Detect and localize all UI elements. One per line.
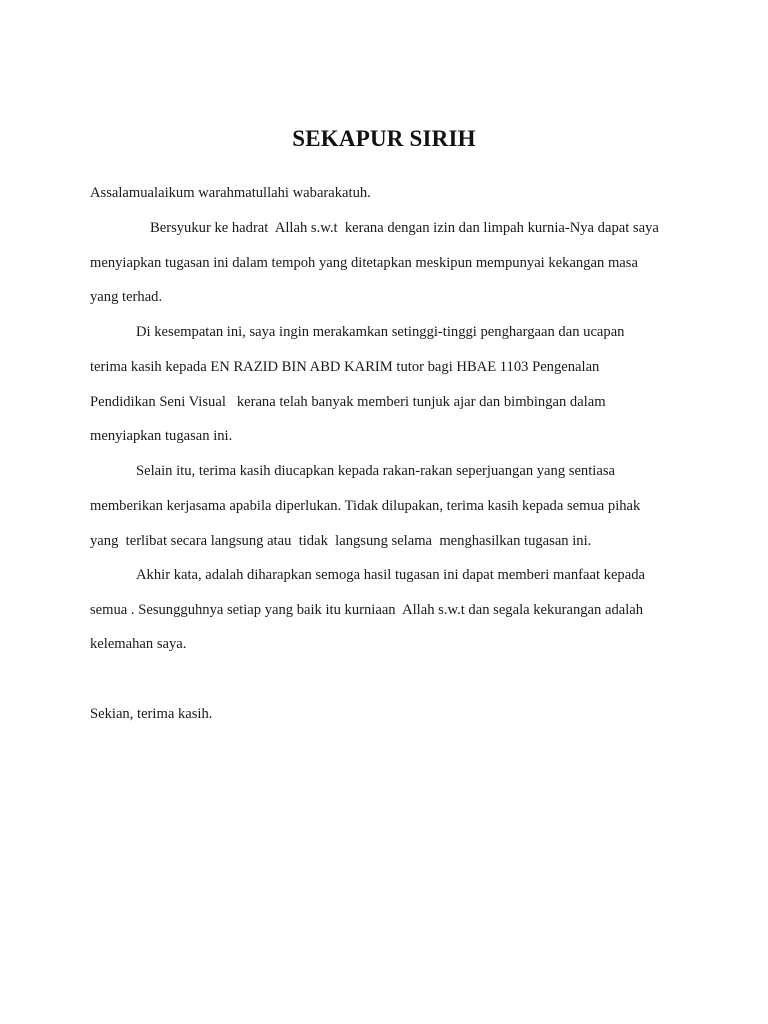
paragraph-line: Selain itu, terima kasih diucapkan kepada rakan-rakan seperjuangan yang sentiasa [136,463,615,479]
paragraph-line: Akhir kata, adalah diharapkan semoga hasil tugasan ini dapat memberi manfaat kepada [136,567,645,583]
page-title: SEKAPUR SIRIH [292,126,476,151]
paragraph-line: menyiapkan tugasan ini. [90,428,233,444]
paragraph-line: menyiapkan tugasan ini dalam tempoh yang ditetapkan meskipun mempunyai kekangan masa [90,255,638,271]
paragraph-line: terima kasih kepada EN RAZID BIN ABD KARIM tutor bagi HBAE 1103 Pengenalan [90,359,600,375]
paragraph-line: yang terhad. [90,289,163,305]
closing-line: Sekian, terima kasih. [90,706,213,722]
paragraph-line: Bersyukur ke hadrat Allah s.w.t kerana dengan izin dan limpah kurnia-Nya dapat saya [150,220,659,236]
paragraph-line: yang terlibat secara langsung atau tidak langsung selama menghasilkan tugasan ini. [90,533,592,549]
paragraph-line: semua . Sesungguhnya setiap yang baik itu kurniaan Allah s.w.t dan segala kekurangan adalah [90,602,644,618]
paragraph-line: kelemahan saya. [90,636,187,652]
paragraph-line: Pendidikan Seni Visual kerana telah banyak memberi tunjuk ajar dan bimbingan dalam [90,394,606,410]
greeting-line: Assalamualaikum warahmatullahi wabarakatuh. [90,185,371,201]
paragraph-line: memberikan kerjasama apabila diperlukan. Tidak dilupakan, terima kasih kepada semua pihak [90,498,641,514]
paragraph-line: Di kesempatan ini, saya ingin merakamkan setinggi-tinggi penghargaan dan ucapan [136,324,625,340]
